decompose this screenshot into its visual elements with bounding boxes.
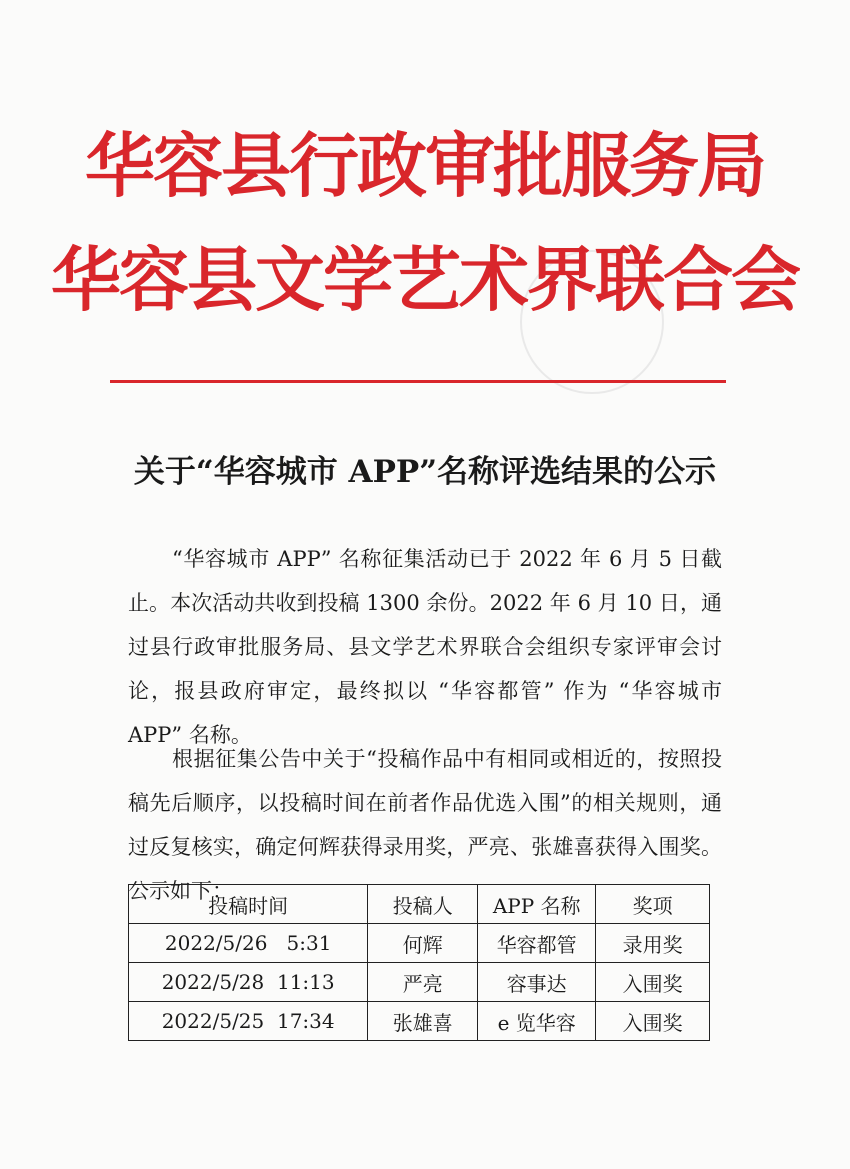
- cell-time: 2022/5/28 11:13: [129, 963, 368, 1002]
- org-header-line-2: 华容县文学艺术界联合会: [51, 238, 799, 321]
- table-row: [129, 924, 710, 963]
- cell-submitter: 何辉: [368, 924, 478, 963]
- cell-app-name: e 览华容: [478, 1002, 596, 1041]
- cell-award: 入围奖: [596, 963, 710, 1002]
- cell-award: 录用奖: [596, 924, 710, 963]
- header-submit-time: 投稿时间: [129, 885, 368, 924]
- header-submitter: 投稿人: [368, 885, 478, 924]
- table-row: [129, 963, 710, 1002]
- result-table: [128, 884, 710, 1041]
- org-header-line-1: 华容县行政审批服务局: [85, 124, 765, 207]
- table-header-row: [129, 885, 710, 924]
- table-row: [129, 1002, 710, 1041]
- cell-time: 2022/5/26 5:31: [129, 924, 368, 963]
- header-award: 奖项: [596, 885, 710, 924]
- header-app-name: APP 名称: [478, 885, 596, 924]
- cell-submitter: 严亮: [368, 963, 478, 1002]
- document-title: 关于“华容城市 APP”名称评选结果的公示: [133, 454, 717, 490]
- cell-submitter: 张雄喜: [368, 1002, 478, 1041]
- paragraph-1: “华容城市 APP” 名称征集活动已于 2022 年 6 月 5 日截止。本次活动共收到投稿 1300 余份。2022 年 6 月 10 日，通过县行政审批服务局、县文学艺术界联合会组织专家评审会讨论，报县政府审定，最终拟以 “华容都管” 作为 “华容城市 APP” 名称。: [128, 547, 722, 747]
- cell-app-name: 华容都管: [478, 924, 596, 963]
- cell-time: 2022/5/25 17:34: [129, 1002, 368, 1041]
- paragraph-2: 根据征集公告中关于“投稿作品中有相同或相近的，按照投稿先后顺序，以投稿时间在前者作品优选入围”的相关规则，通过反复核实，确定何辉获得录用奖，严亮、张雄喜获得入围奖。公示如下：: [128, 747, 722, 903]
- red-divider: [110, 380, 726, 383]
- cell-app-name: 容事达: [478, 963, 596, 1002]
- cell-award: 入围奖: [596, 1002, 710, 1041]
